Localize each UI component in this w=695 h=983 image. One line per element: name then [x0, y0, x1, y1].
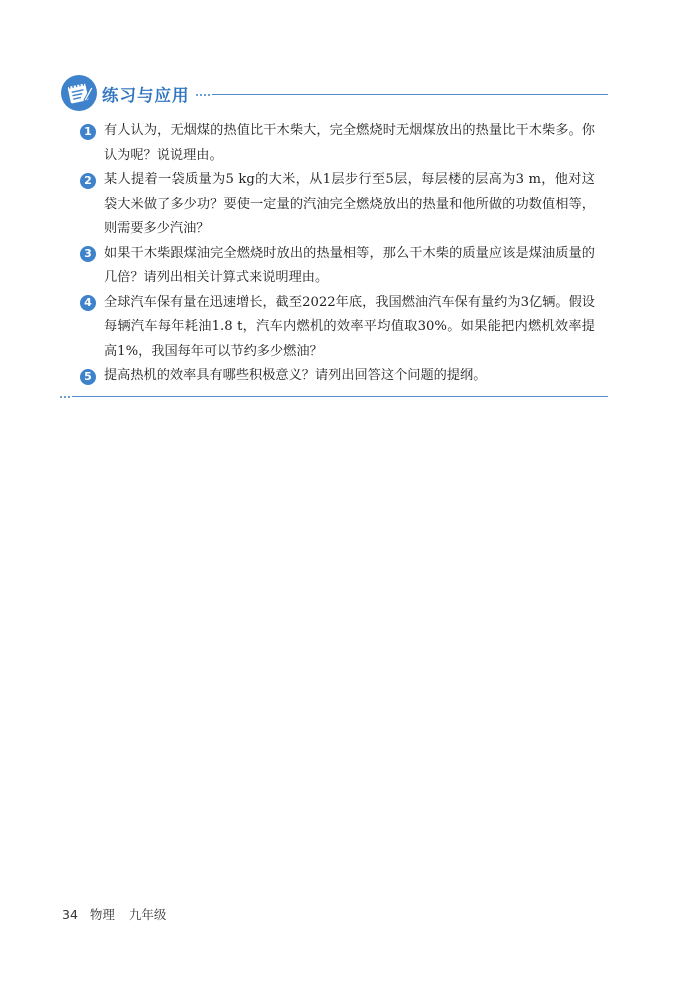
- question-number-badge: 4: [80, 295, 96, 311]
- section-header: [60, 72, 610, 116]
- page-number: 34: [62, 907, 78, 922]
- question-list: [80, 119, 595, 389]
- notebook-pen-icon: [60, 74, 98, 112]
- question-text: 某人提着一袋质量为5 kg的大米，从1层步行至5层，每层楼的层高为3 m，他对这袋大米做了多少功？要使一定量的汽油完全燃烧放出的热量和他所做的功数值相等，则需要多少汽油？: [104, 172, 595, 236]
- section-bottom-divider: [60, 395, 608, 398]
- question-text: 有人认为，无烟煤的热值比干木柴大，完全燃烧时无烟煤放出的热量比干木柴多。你认为呢？说说理由。: [104, 123, 595, 163]
- footer-grade: 九年级: [128, 907, 167, 922]
- question-text: 全球汽车保有量在迅速增长，截至2022年底，我国燃油汽车保有量约为3亿辆。假设每辆汽车每年耗油1.8 t，汽车内燃机的效率平均值取30%。如果能把内燃机效率提高1%，我国每年可以节约多少燃油？: [104, 294, 595, 359]
- question-item: [80, 242, 595, 291]
- section-title: 练习与应用: [102, 86, 190, 105]
- page-footer: [62, 905, 166, 923]
- question-text: 如果干木柴跟煤油完全燃烧时放出的热量相等，那么干木柴的质量应该是煤油质量的几倍？请列出相关计算式来说明理由。: [104, 245, 595, 285]
- footer-subject: 物理: [89, 907, 115, 922]
- question-item: [80, 364, 595, 389]
- question-number-badge: 2: [80, 173, 96, 189]
- question-item: [80, 168, 595, 242]
- header-divider: [196, 93, 608, 96]
- question-item: [80, 291, 595, 365]
- question-number-badge: 1: [80, 124, 96, 140]
- question-item: [80, 119, 595, 168]
- question-number-badge: 3: [80, 246, 96, 262]
- question-text: 提高热机的效率具有哪些积极意义？请列出回答这个问题的提纲。: [104, 368, 487, 383]
- question-number-badge: 5: [80, 369, 96, 385]
